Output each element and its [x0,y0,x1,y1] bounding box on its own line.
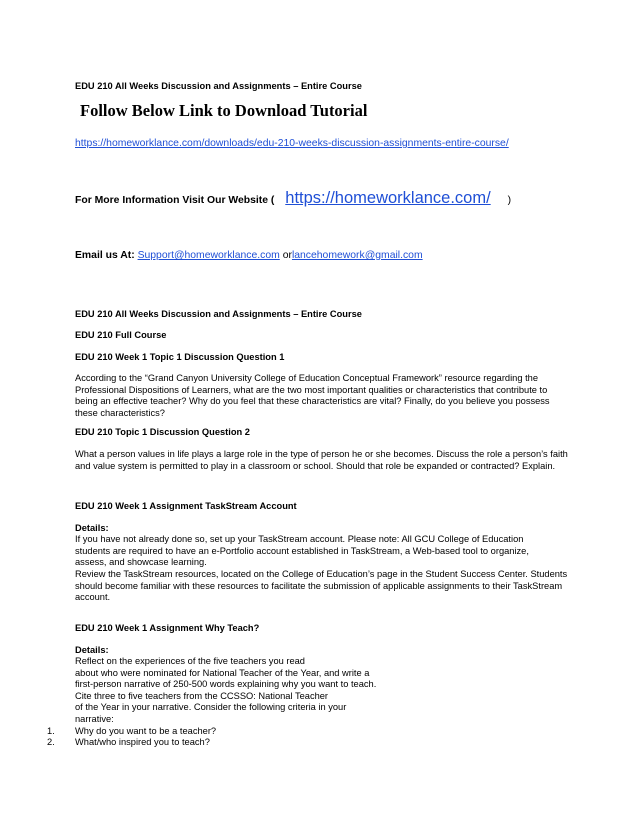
list-number: 2. [47,737,55,748]
section-4-line: of the Year in your narrative. Consider the following criteria in your [75,702,347,713]
support-email-link[interactable]: Support@homeworklance.com [137,250,280,261]
more-info-close: ) [507,195,512,206]
list-number: 1. [47,725,55,736]
section-4-line: about who were nominated for National Teacher of the Year, and write a [75,667,370,678]
section-3-details: Details: [75,523,109,533]
section-2-text: What a person values in life plays a large role in the type of person he or she becomes. Discuss the role a person’s faith and value system is permitted to play in a classroom or school. Should that role be expanded or contracted? Explain. [75,449,568,471]
more-info-line [75,189,615,208]
section-1-text: According to the “Grand Canyon University College of Education Conceptual Framework” resource regarding the Professional Dispositions of Learners, what are the two most important qualities or characteristics that contribute to being an effective teacher? Why do you feel that these characteristics are vital? Finally, do you believe you possess these characteristics? [75,373,550,418]
full-course-label: EDU 210 Full Course [75,330,167,340]
section-4-line: Cite three to five teachers from the CCSSO: National Teacher [75,690,329,701]
more-info-label: For More Information Visit Our Website ( [75,195,275,206]
list-item: Why do you want to be a teacher? [75,725,217,736]
email-line [75,250,615,261]
section-4-line: narrative: [75,714,114,724]
section-3-title: EDU 210 Week 1 Assignment TaskStream Account [75,501,297,511]
website-link[interactable]: https://homeworklance.com/ [285,189,491,207]
lance-email-link[interactable]: lancehomework@gmail.com [291,250,423,261]
section-2-title: EDU 210 Topic 1 Discussion Question 2 [75,427,250,437]
section-3-text-2: Review the TaskStream resources, located on the College of Education’s page in the Student Success Center. Students should become familiar with these resources to facilitate the submission of applicable assignments to their TaskStream account. [75,569,568,603]
email-label: Email us At: [75,250,135,261]
section-4-line: first-person narrative of 250-500 words explaining why you want to teach. [75,679,377,690]
list-item: What/who inspired you to teach? [75,737,210,748]
section-3-text-1: If you have not already done so, set up your TaskStream account. Please note: All GCU College of Education students are required to have an e-Portfolio account established in TaskStream, a Web-based tool to organize, assess, and showcase learning. [75,534,529,568]
section-4-title: EDU 210 Week 1 Assignment Why Teach? [75,623,260,633]
section-4-details: Details: [75,645,109,655]
course-title: EDU 210 All Weeks Discussion and Assignments – Entire Course [75,309,362,319]
header-title: EDU 210 All Weeks Discussion and Assignments – Entire Course [75,81,362,91]
email-or: or [282,250,292,261]
section-1-title: EDU 210 Week 1 Topic 1 Discussion Question 1 [75,352,285,362]
section-4-line: Reflect on the experiences of the five teachers you read [75,656,305,666]
tutorial-link[interactable]: https://homeworklance.com/downloads/edu-210-weeks-discussion-assignments-entire-course/ [75,138,509,149]
follow-heading: Follow Below Link to Download Tutorial [80,101,368,120]
